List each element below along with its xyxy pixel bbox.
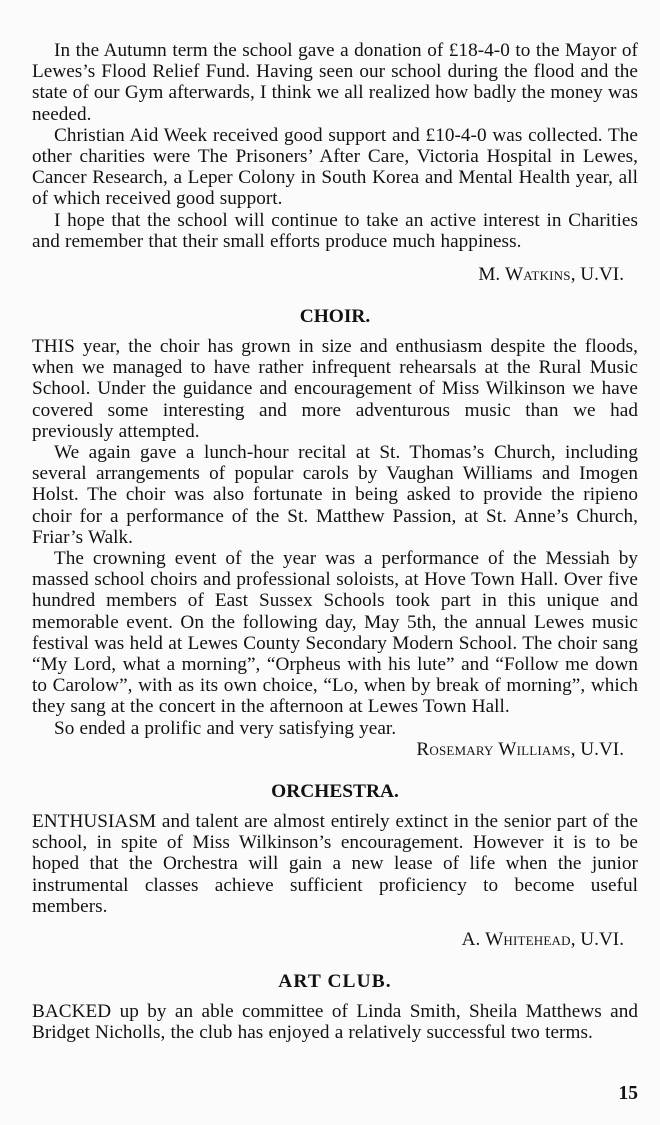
signature-initial: A. [461, 928, 486, 950]
signature-suffix: , U.VI. [570, 264, 624, 286]
paragraph-choir-3: The crowning event of the year was a performance of the Messiah by massed school choirs and professional soloists, at Hove Town Hall. Over five hundred members of East Sussex Schools took part in this unique and memorable event. On the following day, May 5th, the annual Lewes music festival was held at Lewes County Secondary Modern School. The choir sang “My Lord, what a morning”, “Orpheus with his lute” and “Follow me down to Carolow”, with as its own choice, “Lo, when by break of morning”, which they sang at the concert in the afternoon at Lewes Town Hall. [32, 548, 638, 718]
heading-choir: CHOIR. [299, 306, 371, 328]
paragraph-art-club-1: BACKED up by an able committee of Linda Smith, Sheila Matthews and Bridget Nicholls, the club has enjoyed a relatively successful two terms. [32, 1000, 638, 1044]
paragraph-charities-2: Christian Aid Week received good support and £10-4-0 was collected. The other charities were The Prisoners’ After Care, Victoria Hospital in Lewes, Cancer Research, a Leper Colony in South Korea and Mental Health year, all of which received good support. [32, 124, 638, 210]
paragraph-orchestra-1: ENTHUSIASM and talent are almost entirely extinct in the senior part of the school, in spite of Miss Wilkinson’s encouragement. However it is to be hoped that the Orchestra will gain a new lease of life when the junior instrumental classes achieve sufficient proficiency to become useful members. [32, 810, 638, 917]
paragraph-charities-3: I hope that the school will continue to take an active interest in Charities and remember that their small efforts produce much happiness. [32, 209, 638, 252]
paragraph-choir-2: We again gave a lunch-hour recital at St. Thomas’s Church, including several arrangements of popular carols by Vaughan Williams and Imogen Holst. The choir was also fortunate in being asked to provide the ripieno choir for a performance of the St. Matthew Passion, at St. Anne’s Church, Friar’s Walk. [32, 442, 638, 548]
signature-choir [32, 739, 638, 760]
paragraph-choir-1: THIS year, the choir has grown in size and enthusiasm despite the floods, when we managed to have rather infrequent rehearsals at the Rural Music School. Under the guidance and encouragement of Miss Wilkinson we have covered some interesting and more adventurous music than we had previously attempted. [32, 336, 638, 442]
signature-surname: Watkins [504, 264, 571, 286]
signature-suffix: , U.VI. [570, 928, 624, 950]
signature-initial: M. [478, 264, 505, 286]
paragraph-charities-1: In the Autumn term the school gave a donation of £18-4-0 to the Mayor of Lewes’s Flood Relief Fund. Having seen our school during the flood and the state of our Gym afterwards, I think we all realized how badly the money was needed. [32, 40, 638, 125]
signature-orchestra [32, 929, 638, 950]
signature-charities [32, 264, 638, 285]
signature-suffix: , U.VI. [570, 738, 624, 760]
signature-surname: Whitehead [485, 928, 571, 950]
heading-orchestra: ORCHESTRA. [271, 780, 399, 802]
heading-art-club: ART CLUB. [278, 970, 392, 992]
signature-name: Rosemary Williams [416, 738, 571, 760]
paragraph-choir-closing: So ended a prolific and very satisfying year. [54, 717, 397, 739]
page-number: 15 [618, 1082, 638, 1104]
